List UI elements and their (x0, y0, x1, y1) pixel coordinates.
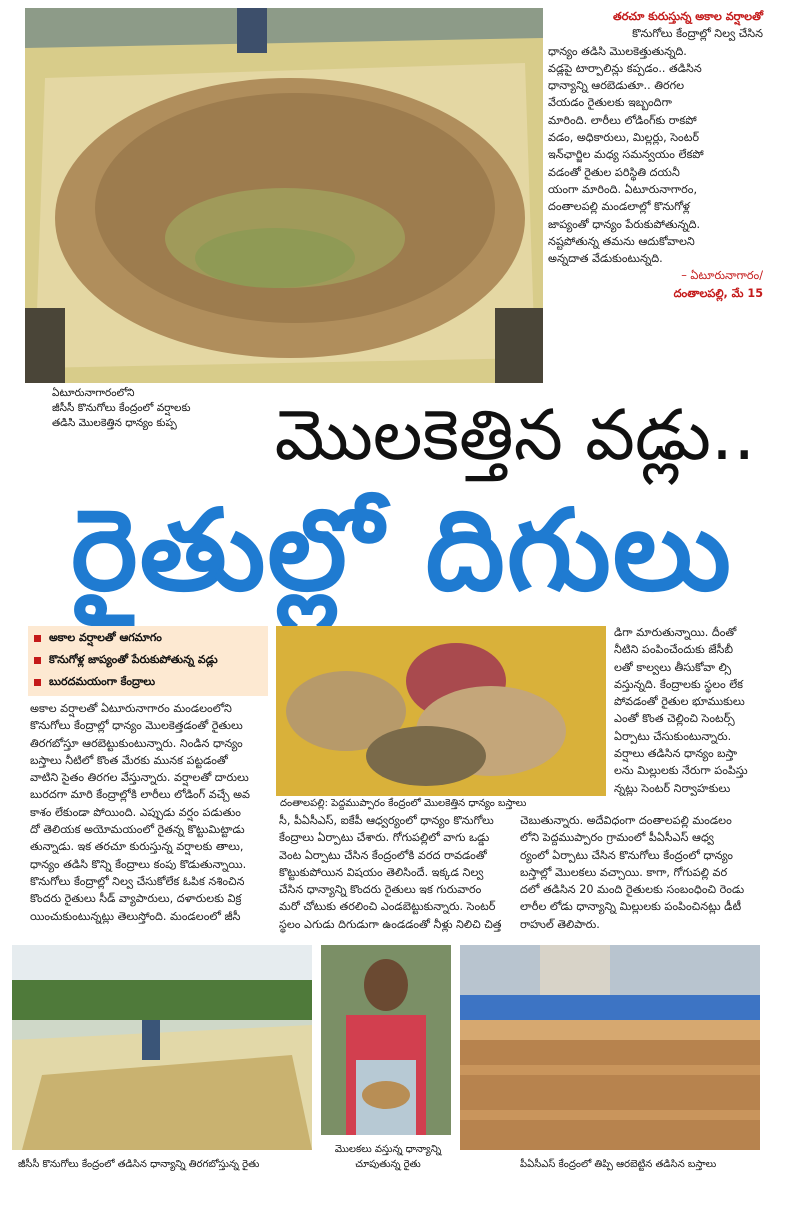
caption-line: చూపుతున్న రైతు (355, 1159, 421, 1170)
headline-line-1: మొలకెత్తిన వడ్లు.. (274, 394, 756, 476)
highlight-text: బురదమయంగా కేంద్రాలు (49, 675, 156, 688)
intro-line: దంతాలపల్లి మండలాల్లో కొనుగోళ్ల (548, 200, 690, 214)
caption-line: మొలకలు వస్తున్న ధాన్యాన్ని (334, 1144, 442, 1155)
bottom-right-photo-illustration (460, 945, 760, 1150)
body-line: దలో తడిసిన 20 మంది రైతులకు సంబంధించి రెండు (520, 883, 745, 897)
dateline-date: దంతాలపల్లి, మే 15 (673, 286, 763, 300)
dateline-place: – ఏటూరునాగారం/ (681, 269, 763, 283)
bags-photo-caption: దంతాలపల్లి: పెద్దముప్పారం కేంద్రంలో మొలకెత్తిన ధాన్యం బస్తాలు (280, 798, 527, 809)
bottom-right-caption: పీఏసీఎస్ కేంద్రంలో తిప్పి ఆరబెట్టిన తడిసిన బస్తాలు (520, 1159, 717, 1170)
caption-line: ఏటూరునాగారంలోని (52, 387, 135, 399)
bottom-left-photo (12, 945, 312, 1150)
body-line: ధాన్యం తడిసి కొన్ని కేంద్రాలు కంపు కొడుతున్నాయి. (30, 857, 247, 871)
intro-line: నష్టపోతున్న తమను ఆదుకోవాలని (548, 234, 695, 248)
body-line: సీ, పీఏసీఎస్, ఐకేపీ ఆధ్వర్యంలో ధాన్యం కొనుగోలు (279, 814, 494, 827)
body-line: అకాల వర్షాలతో ఏటూరునాగారం మండలంలోని (30, 702, 232, 715)
highlight-item (34, 651, 218, 669)
body-line: తిరగబోస్తూ ఆరబెట్టుకుంటున్నారు. నిండిన ధాన్యం (30, 736, 243, 750)
intro-line: యంగా మారింది. ఏటూరునాగారం, (548, 182, 698, 196)
body-line: నీటిని పంపించేందుకు జేసీబీ (614, 643, 734, 657)
body-line: లను మిల్లులకు నేరుగా పంపిస్తు (614, 764, 748, 778)
body-line: న్నట్లు సెంటర్ నిర్వాహకులు (614, 781, 731, 795)
body-line: లోని పెద్దముప్పారం గ్రామంలో పీఏసీఎస్ ఆధ్వ (520, 831, 714, 845)
body-line: వస్తున్నది. కేంద్రాలకు స్థలం లేక (614, 677, 743, 691)
body-line: ఏర్పాటు చేసుకుంటున్నారు. (614, 729, 732, 743)
body-column-3-top (614, 624, 764, 797)
body-line: రాహుల్ తెలిపారు. (520, 917, 600, 931)
bottom-left-caption: జీసీసీ కొనుగోలు కేంద్రంలో తడిసిన ధాన్యాన్ని తిరగబోస్తున్న రైతు (18, 1159, 260, 1170)
body-line: మరో చోటుకు తరలించి ఎండబెట్టుకున్నారు. సెంటర్ (279, 900, 496, 914)
top-photo-caption (52, 386, 252, 431)
intro-line: ధాన్యం తడిసి మొలకెత్తుతున్నది. (548, 44, 687, 58)
body-line: డిగా మారుతున్నాయి. దీంతో (614, 626, 737, 639)
body-line: తున్నాడు. ఇక తరచూ కురుస్తున్న వర్షాలకు తాలు, (30, 840, 244, 854)
body-line: బురదగా మారి కేంద్రాల్లోకి లారీలు లోడింగ్ వచ్చే అవ (30, 788, 250, 802)
bottom-right-photo (460, 945, 760, 1150)
body-line: కొట్టుకుపోయిన విషయం తెలిసిందే. ఇక్కడ నిల్వ (279, 865, 484, 879)
body-line: చెబుతున్నారు. అదేవిధంగా దంతాలపల్లి మండలం (520, 814, 732, 827)
intro-line: కొనుగోలు కేంద్రాల్లో నిల్వ చేసిన (632, 27, 763, 41)
body-line: బస్తాల్లో మొలకలు వచ్చాయి. కాగా, గోగుపల్లి వర (520, 865, 728, 879)
caption-line: తడిసి మొలకెత్తిన ధాన్యం కుప్ప (52, 417, 177, 429)
intro-line: ధాన్యాన్ని ఆరబెడుతూ.. తిరగల (548, 79, 685, 93)
body-column-1 (30, 700, 270, 925)
body-line: వర్షాలు తడిసిన ధాన్యం బస్తా (614, 747, 738, 761)
headline-line-2: రైతుల్లో దిగులు (71, 486, 733, 616)
body-line: కొనుగోలు కేంద్రాల్లో ధాన్యం మొలకెత్తడంతో రైతులు (30, 719, 243, 733)
highlights-box (28, 626, 268, 696)
body-line: ఎంతో కొంత చెల్లించి సెంటర్స్ (614, 712, 735, 726)
highlight-item (34, 673, 155, 691)
intro-line: వడం, అధికారులు, మిల్లర్లు, సెంటర్ (548, 131, 700, 145)
bottom-mid-photo (321, 945, 451, 1135)
bullet-square-icon (34, 635, 41, 642)
intro-line: వేయడం రైతులకు ఇబ్బందిగా (548, 96, 672, 110)
intro-line: వడ్లపై టార్పాలిన్లు కప్పడం.. తడిసిన (548, 61, 702, 75)
intro-line: జాప్యంతో ధాన్యం పేరుకుపోతున్నది. (548, 217, 701, 231)
caption-line: జీసీసీ కొనుగోలు కేంద్రంలో వర్షాలకు (52, 402, 191, 414)
body-line: దో తెలియక అయోమయంలో రైతన్న కొట్టుమిట్టాడు (30, 823, 245, 837)
intro-line: ఇన్‌ఛార్జిల మధ్య సమన్వయం లేకపో (548, 148, 704, 162)
body-line: స్థలం ఎగుడు దిగుడుగా ఉండడంతో నీళ్లు నిలిచి చిత్త (279, 917, 502, 931)
intro-column (548, 8, 763, 302)
highlight-text: అకాల వర్షాలతో ఆగమాగం (49, 631, 162, 644)
body-line: బస్తాలు నీటిలో కొంత మేరకు మునక పట్టడంతో (30, 753, 228, 767)
body-line: లతో కాల్వలు తీసుకోవా ల్సి (614, 660, 732, 674)
body-line: కొందరు రైతులు సీడ్ వ్యాపారులు, దళారులకు విక్ర (30, 892, 242, 906)
bottom-left-photo-illustration (12, 945, 312, 1150)
intro-line: మారింది. లారీలు లోడింగ్‌కు రాకపో (548, 113, 697, 127)
highlight-text: కొనుగోళ్ల జాప్యంతో పేరుకుపోతున్న వడ్లు (49, 653, 218, 666)
body-line: చేసిన ధాన్యాన్ని కొందరు రైతులు ఇక గురువారం (279, 883, 482, 897)
body-line: పోవడంతో రైతుల భూముకులు (614, 695, 745, 709)
body-line: కాశం లేకుండా పోయింది. ఎప్పుడు వర్షం పడుతుం (30, 805, 241, 819)
bullet-square-icon (34, 679, 41, 686)
highlight-item (34, 629, 162, 647)
body-line: కొనుగోలు కేంద్రాల్లో నిల్వ చేసుకోలేక ఓపిక నశించిన (30, 874, 245, 888)
bottom-mid-caption (318, 1142, 458, 1172)
body-line: లారీల లోడు ధాన్యాన్ని మిల్లులకు పంపించినట్లు డీటీ (520, 900, 742, 914)
body-line: ర్యంలో ఏర్పాటు చేసిన కొనుగోలు కేంద్రంలో ధాన్యం (520, 848, 733, 862)
body-line: యించుకుంటున్నట్లు తెలుస్తోంది. మండలంలో జీసీ (30, 909, 241, 923)
bottom-mid-photo-illustration (321, 945, 451, 1135)
body-column-3-bottom (520, 812, 764, 933)
body-line: వాటిని సైతం తిరగల వేస్తున్నారు. వర్షాలతో దారులు (30, 771, 249, 785)
bags-photo (276, 626, 606, 796)
bullet-square-icon (34, 657, 41, 664)
intro-lead: తరచూ కురుస్తున్న అకాల వర్షాలతో (613, 10, 763, 23)
bags-photo-illustration (276, 626, 606, 796)
intro-line: అన్నదాత వేడుకుంటున్నది. (548, 252, 663, 266)
intro-line: వడంతో రైతుల పరిస్థితి దయనీ (548, 165, 680, 179)
body-line: వెంట ఏర్పాటు చేసిన కేంద్రంలోకి వరద రావడంతో (279, 848, 487, 862)
body-column-2 (279, 812, 511, 933)
top-photo-grain-heap (25, 8, 543, 383)
body-line: కేంద్రాలు ఏర్పాటు చేశారు. గోగుపల్లిలో వాగు ఒడ్డు (279, 831, 490, 845)
top-photo-illustration (25, 8, 543, 383)
